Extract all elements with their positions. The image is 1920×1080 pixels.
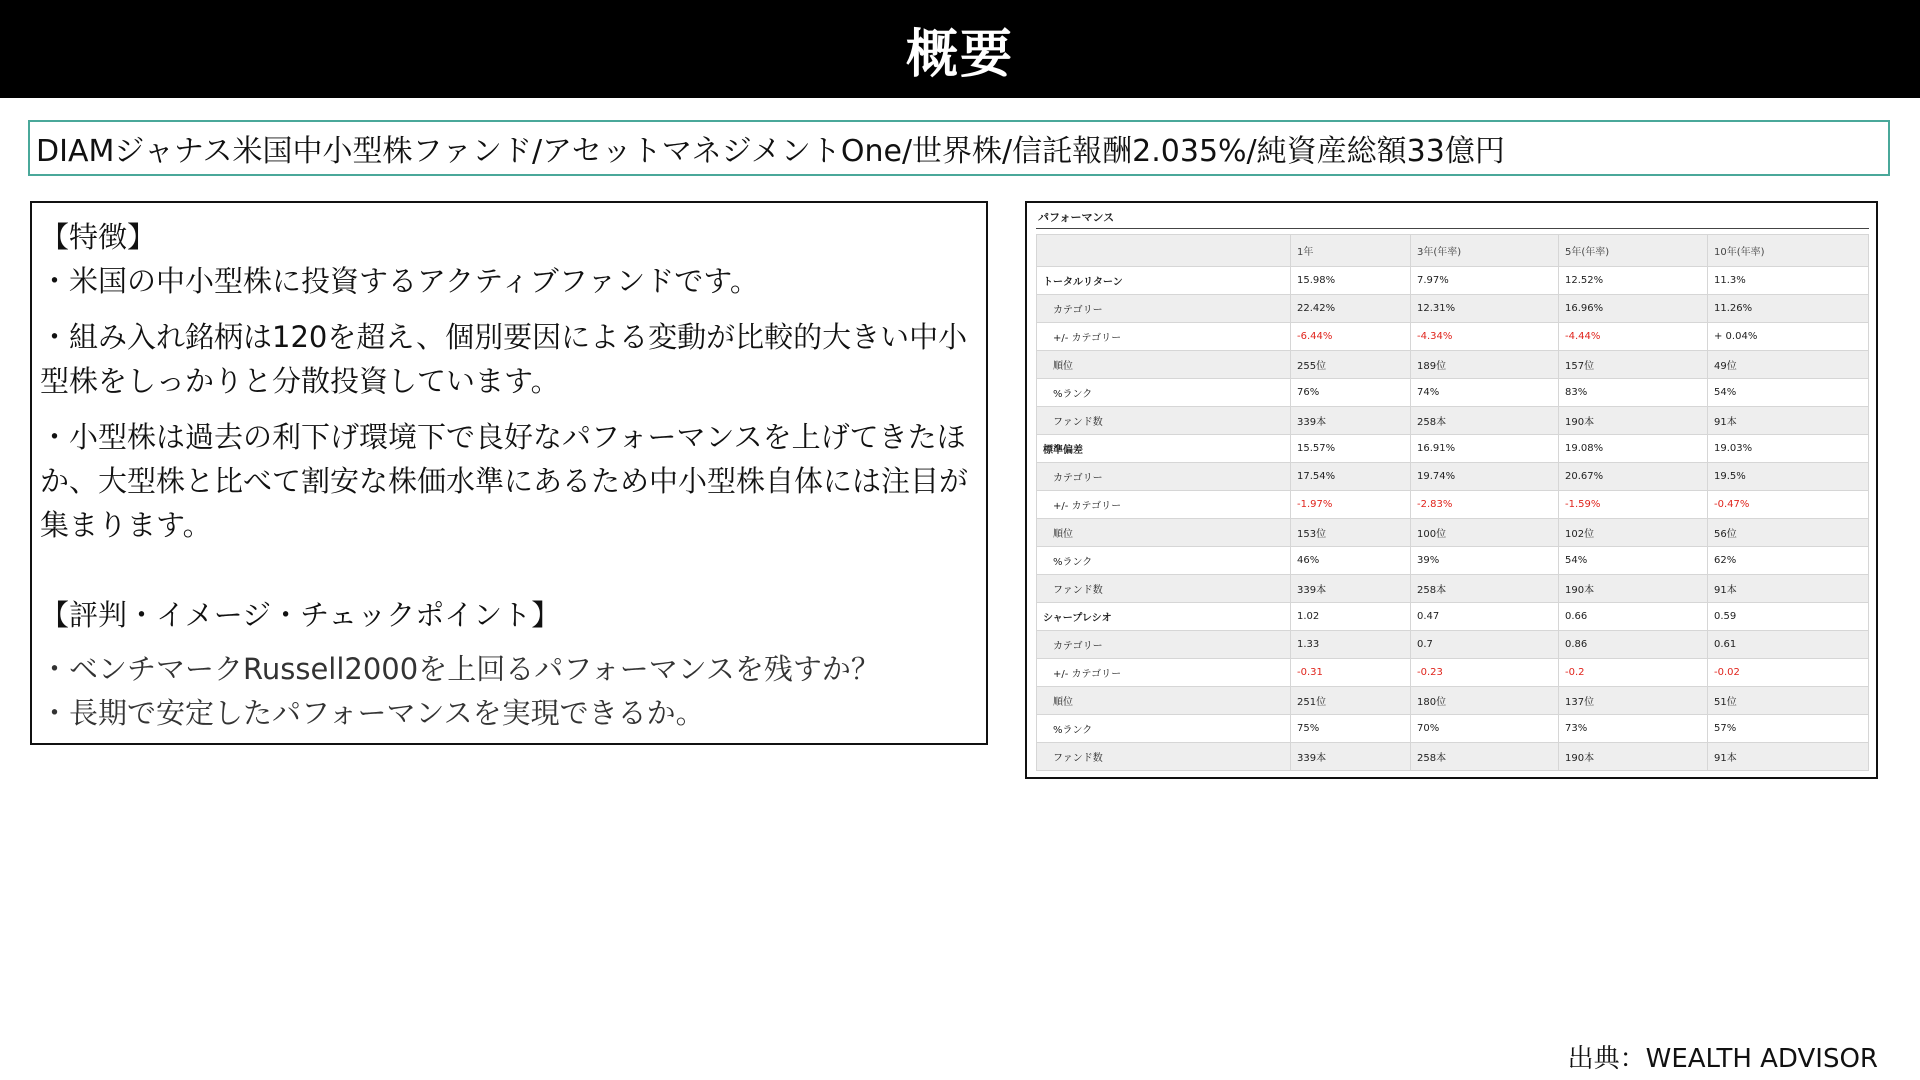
- table-row: [1037, 659, 1869, 687]
- table-row: [1037, 351, 1869, 379]
- table-cell: 54%: [1708, 379, 1869, 407]
- table-cell: -6.44%: [1291, 323, 1411, 351]
- feature-item: ・小型株は過去の利下げ環境下で良好なパフォーマンスを上げてきたほか、大型株と比べて割安な株価水準にあるため中小型株自体には注目が集まります。: [40, 420, 969, 542]
- table-row: [1037, 687, 1869, 715]
- table-cell: 74%: [1411, 379, 1559, 407]
- table-cell: 100位: [1411, 519, 1559, 547]
- row-label: %ランク: [1037, 547, 1291, 575]
- table-cell: 57%: [1708, 715, 1869, 743]
- row-label: ファンド数: [1037, 575, 1291, 603]
- table-cell: 102位: [1559, 519, 1708, 547]
- row-label: トータルリターン: [1037, 267, 1291, 295]
- table-row: [1037, 743, 1869, 771]
- column-header: 1年: [1291, 235, 1411, 267]
- table-cell: 0.7: [1411, 631, 1559, 659]
- table-cell: 157位: [1559, 351, 1708, 379]
- table-cell: 51位: [1708, 687, 1869, 715]
- table-cell: -0.2: [1559, 659, 1708, 687]
- table-header-row: [1037, 235, 1869, 267]
- table-row: [1037, 323, 1869, 351]
- table-cell: 137位: [1559, 687, 1708, 715]
- table-cell: 339本: [1291, 743, 1411, 771]
- table-cell: -1.59%: [1559, 491, 1708, 519]
- checkpoint-item: ・長期で安定したパフォーマンスを実現できるか。: [40, 696, 705, 730]
- table-row: [1037, 379, 1869, 407]
- feature-item: ・米国の中小型株に投資するアクティブファンドです。: [40, 264, 759, 298]
- column-header: 5年(年率): [1559, 235, 1708, 267]
- table-cell: 16.91%: [1411, 435, 1559, 463]
- table-cell: 258本: [1411, 575, 1559, 603]
- table-cell: 258本: [1411, 407, 1559, 435]
- table-cell: 7.97%: [1411, 267, 1559, 295]
- feature-item: ・組み入れ銘柄は120を超え、個別要因による変動が比較的大きい中小型株をしっかりと分散投資しています。: [40, 320, 968, 398]
- table-row: [1037, 491, 1869, 519]
- row-label: 順位: [1037, 519, 1291, 547]
- column-header: [1037, 235, 1291, 267]
- table-cell: 0.66: [1559, 603, 1708, 631]
- table-row: [1037, 295, 1869, 323]
- table-cell: 339本: [1291, 407, 1411, 435]
- table-cell: -0.02: [1708, 659, 1869, 687]
- row-label: 順位: [1037, 351, 1291, 379]
- row-label: +/- カテゴリー: [1037, 659, 1291, 687]
- table-row: [1037, 575, 1869, 603]
- table-cell: -1.97%: [1291, 491, 1411, 519]
- row-label: 標準偏差: [1037, 435, 1291, 463]
- table-cell: 70%: [1411, 715, 1559, 743]
- table-cell: 56位: [1708, 519, 1869, 547]
- table-cell: 251位: [1291, 687, 1411, 715]
- table-cell: 19.74%: [1411, 463, 1559, 491]
- table-cell: 153位: [1291, 519, 1411, 547]
- table-cell: 258本: [1411, 743, 1559, 771]
- performance-title: パフォーマンス: [1036, 209, 1869, 229]
- table-cell: -0.47%: [1708, 491, 1869, 519]
- table-cell: 19.08%: [1559, 435, 1708, 463]
- features-heading: 【特徴】: [40, 220, 157, 254]
- row-label: +/- カテゴリー: [1037, 323, 1291, 351]
- source-credit: 出典：WEALTH ADVISOR: [1567, 1044, 1878, 1074]
- performance-table: [1036, 234, 1869, 771]
- table-cell: -4.44%: [1559, 323, 1708, 351]
- table-cell: 11.26%: [1708, 295, 1869, 323]
- table-row: [1037, 603, 1869, 631]
- table-cell: 180位: [1411, 687, 1559, 715]
- row-label: +/- カテゴリー: [1037, 491, 1291, 519]
- table-cell: 15.57%: [1291, 435, 1411, 463]
- table-cell: + 0.04%: [1708, 323, 1869, 351]
- table-cell: 190本: [1559, 407, 1708, 435]
- row-label: カテゴリー: [1037, 463, 1291, 491]
- table-cell: 1.02: [1291, 603, 1411, 631]
- table-cell: 62%: [1708, 547, 1869, 575]
- row-label: カテゴリー: [1037, 295, 1291, 323]
- table-row: [1037, 435, 1869, 463]
- table-cell: 73%: [1559, 715, 1708, 743]
- table-cell: -2.83%: [1411, 491, 1559, 519]
- table-cell: -4.34%: [1411, 323, 1559, 351]
- table-cell: 83%: [1559, 379, 1708, 407]
- column-header: 10年(年率): [1708, 235, 1869, 267]
- table-row: [1037, 631, 1869, 659]
- table-row: [1037, 463, 1869, 491]
- table-row: [1037, 267, 1869, 295]
- table-cell: 19.5%: [1708, 463, 1869, 491]
- table-cell: 39%: [1411, 547, 1559, 575]
- table-cell: 20.67%: [1559, 463, 1708, 491]
- table-cell: 91本: [1708, 575, 1869, 603]
- table-cell: 11.3%: [1708, 267, 1869, 295]
- table-row: [1037, 407, 1869, 435]
- page-title: 概要: [905, 24, 1014, 85]
- row-label: 順位: [1037, 687, 1291, 715]
- table-cell: 0.86: [1559, 631, 1708, 659]
- table-cell: 19.03%: [1708, 435, 1869, 463]
- row-label: ファンド数: [1037, 407, 1291, 435]
- table-row: [1037, 715, 1869, 743]
- table-cell: 0.61: [1708, 631, 1869, 659]
- table-cell: 16.96%: [1559, 295, 1708, 323]
- performance-panel: [1025, 201, 1878, 779]
- table-cell: 46%: [1291, 547, 1411, 575]
- table-cell: 255位: [1291, 351, 1411, 379]
- table-row: [1037, 519, 1869, 547]
- row-label: ファンド数: [1037, 743, 1291, 771]
- row-label: %ランク: [1037, 715, 1291, 743]
- table-cell: 190本: [1559, 575, 1708, 603]
- table-cell: 17.54%: [1291, 463, 1411, 491]
- table-cell: 190本: [1559, 743, 1708, 771]
- table-cell: 12.52%: [1559, 267, 1708, 295]
- page-header: [0, 0, 1920, 98]
- table-body: [1037, 267, 1869, 771]
- table-row: [1037, 547, 1869, 575]
- table-cell: -0.31: [1291, 659, 1411, 687]
- features-panel: [30, 201, 988, 745]
- column-header: 3年(年率): [1411, 235, 1559, 267]
- row-label: シャープレシオ: [1037, 603, 1291, 631]
- table-cell: 54%: [1559, 547, 1708, 575]
- checkpoints-heading: 【評判・イメージ・チェックポイント】: [40, 598, 561, 632]
- table-cell: 12.31%: [1411, 295, 1559, 323]
- table-cell: 76%: [1291, 379, 1411, 407]
- checkpoint-item: ・ベンチマークRussell2000を上回るパフォーマンスを残すか？: [40, 652, 880, 686]
- table-cell: 0.47: [1411, 603, 1559, 631]
- table-cell: 15.98%: [1291, 267, 1411, 295]
- table-cell: 1.33: [1291, 631, 1411, 659]
- row-label: カテゴリー: [1037, 631, 1291, 659]
- table-cell: 339本: [1291, 575, 1411, 603]
- row-label: %ランク: [1037, 379, 1291, 407]
- spacer: [40, 559, 976, 593]
- table-cell: 91本: [1708, 743, 1869, 771]
- table-cell: 189位: [1411, 351, 1559, 379]
- table-cell: 0.59: [1708, 603, 1869, 631]
- table-cell: -0.23: [1411, 659, 1559, 687]
- fund-summary-line: DIAMジャナス米国中小型株ファンド/アセットマネジメントOne/世界株/信託報酬2.035%/純資産総額33億円: [28, 120, 1890, 176]
- table-cell: 22.42%: [1291, 295, 1411, 323]
- table-cell: 49位: [1708, 351, 1869, 379]
- table-cell: 75%: [1291, 715, 1411, 743]
- table-cell: 91本: [1708, 407, 1869, 435]
